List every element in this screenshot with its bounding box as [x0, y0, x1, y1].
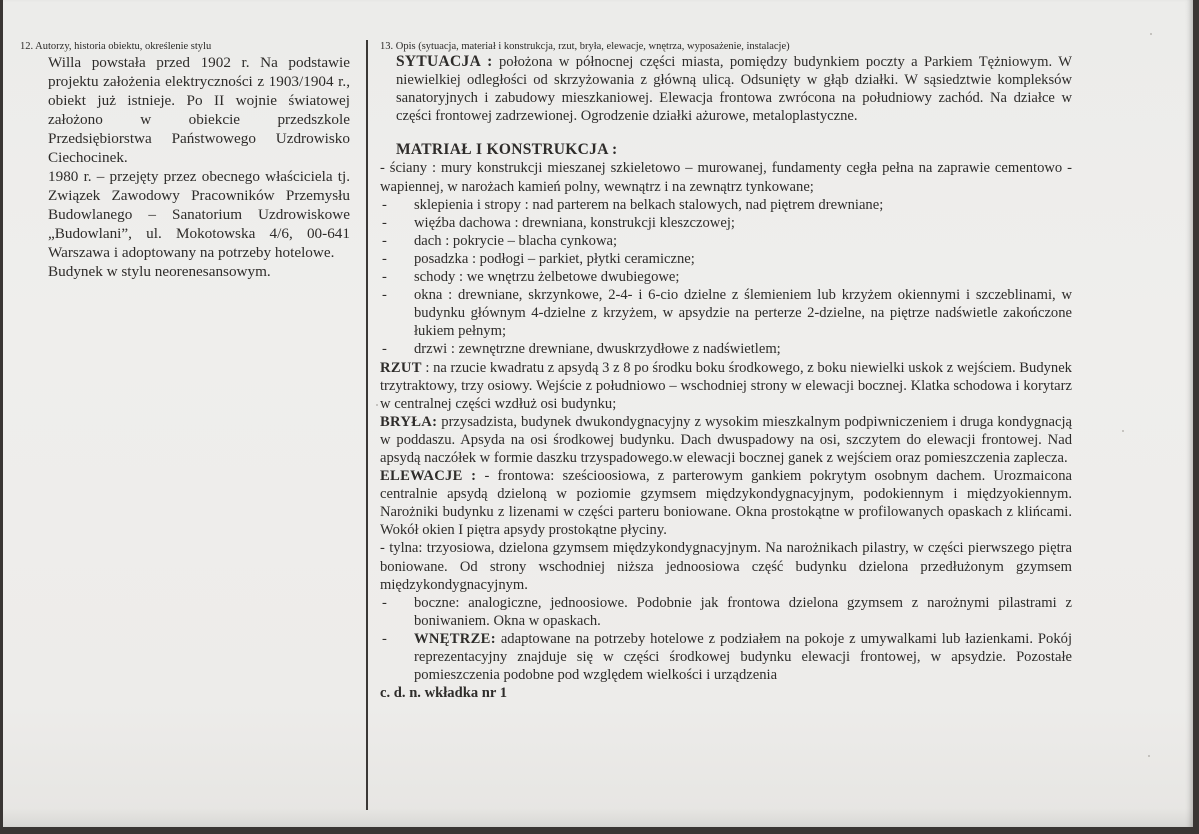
bryla-paragraph — [380, 413, 1072, 467]
material-item-text: posadzka : podłogi – parkiet, płytki ceramiczne; — [414, 250, 695, 267]
scan-speck — [1150, 33, 1152, 35]
material-item — [380, 286, 1072, 340]
dash-marker: - — [382, 196, 387, 213]
sytuacja-text: położona w północnej części miasta, pomiędzy budynkiem poczty a Parkiem Tężniowym. W niewielkiej odległości od skrzyżowania z główną ulicą. Odsunięty w głąb działki. W sąsiedztwie kompleksów sanatoryjnych i zabudowy mieszkaniowej. Elewacja frontowa zwrócona na południowy zachód. Na działce w części frontowej zadrzewionej. Ogrodzenie działki ażurowe, metaloplastyczne. — [396, 54, 1072, 125]
section-12-history — [20, 41, 350, 281]
dash-marker: - — [382, 341, 387, 358]
page-shadow — [3, 808, 1193, 827]
bryla-text: przysadzista, budynek dwukondygnacyjny z wysokim mieszkalnym podpiwniczeniem i druga kondygnacją w poddaszu. Apsyda na osi środkowej budynku. Dach dwuspadowy na osi, szczytem do elewacji frontowej. Nad apsydą naczółek w formie daszku trzyspadowego.w elewacji bocznej ganek z wejściem oraz pomieszczenia zaplecza. — [380, 413, 1072, 466]
material-item — [380, 196, 1072, 214]
material-item-text: sklepienia i stropy : nad parterem na belkach stalowych, nad piętrem drewniane; — [414, 196, 884, 213]
continuation-note: c. d. n. wkładka nr 1 — [380, 685, 508, 702]
wnetrze-item — [380, 630, 1072, 684]
dash-marker: - — [382, 594, 387, 611]
sytuacja-paragraph — [396, 53, 1072, 125]
elewacje-heading: ELEWACJE : — [380, 468, 477, 485]
material-item — [380, 250, 1072, 268]
wnetrze-text: adaptowane na potrzeby hotelowe z podziałem na pokoje z umywalkami lub łazienkami. Pokój reprezentacyjny znajduje się w części środkowej budynku elewacji frontowej, w apsydzie. Pozostałe pomieszczenia podobne pod względem wielkości i urządzenia — [414, 630, 1072, 684]
material-item — [380, 340, 1072, 358]
material-heading: MATRIAŁ I KONSTRUKCJA : — [396, 141, 618, 159]
elewacje-boczne-item — [380, 594, 1072, 630]
sytuacja-heading: SYTUACJA : — [396, 53, 493, 70]
material-walls: - ściany : mury konstrukcji mieszanej szkieletowo – murowanej, fundamenty cegła pełna na zaprawie cementowo - wapiennej, w narożach kamień polny, wewnątrz i na zewnątrz tynkowane; — [380, 160, 1072, 195]
elewacje-tylna-paragraph: - tylna: trzyosiowa, dzielona gzymsem międzykondygnacyjnym. Na narożnikach pilastry, w części pierwszego piętra boniowane. Od strony wschodniej niższa jednoosiowa część budynku dzielona przedłużonym gzymsem międzykondygnacyjnym. — [380, 540, 1072, 593]
elewacje-boczne-text: boczne: analogiczne, jednoosiowe. Podobnie jak frontowa dzielona gzymsem z narożnymi pilastrami z boniwaniem. Okna w opaskach. — [414, 594, 1072, 629]
rzut-heading: RZUT — [380, 359, 422, 376]
spacer — [380, 125, 1072, 141]
material-item — [380, 232, 1072, 250]
rzut-paragraph — [380, 359, 1072, 413]
dash-marker: - — [382, 269, 387, 286]
dash-marker: - — [382, 232, 387, 249]
history-text — [48, 53, 350, 281]
wnetrze-heading: WNĘTRZE: — [414, 630, 496, 647]
material-item-text: okna : drewniane, skrzynkowe, 2-4- i 6-cio dzielne z ślemieniem lub krzyżem okiennymi i szczeblinami, w budynku głównym 4-dzielne z krzyżem, w apsydzie na perterze 2-dzielne, na piętrze nadświetle zakończone łukiem pełnym; — [414, 287, 1072, 340]
dash-marker: - — [382, 250, 387, 267]
material-heading-line — [396, 141, 1072, 159]
dash-marker: - — [382, 214, 387, 231]
section-13-label: 13. Opis (sytuacja, materiał i konstrukcja, rzut, bryła, elewacje, wnętrza, wyposażenie, instalacje) — [380, 41, 790, 52]
section-13-description — [380, 41, 1072, 702]
scan-speck — [376, 404, 378, 406]
history-paragraph-construction: Willa powstała przed 1902 r. Na podstawie projektu założenia elektryczności z 1903/1904 r., obiekt już istnieje. Po II wojnie światowej założono w obiekcie przedszkole Przedsiębiorstwa Państwowego Uzdrowisko Ciechocinek. — [48, 54, 350, 166]
dash-marker: - — [382, 630, 387, 647]
material-item-text: drzwi : zewnętrzne drewniane, dwuskrzydłowe z nadświetlem; — [414, 341, 781, 358]
column-divider — [366, 40, 368, 810]
material-item-text: dach : pokrycie – blacha cynkowa; — [414, 232, 618, 249]
wnetrze-content — [414, 630, 1072, 684]
scan-speck — [1122, 430, 1124, 432]
section-12-label: 12. Autorzy, historia obiektu, określenie stylu — [20, 41, 212, 52]
elewacje-frontowa-text: - frontowa: sześcioosiowa, z parterowym gankiem pokrytym osobnym dachem. Urozmaicona centralnie apsydą dzieloną w poziomie gzymsem międzykondygnacyjnym, podokiennym i międzyokiennym. Narożniki budynku z lizenami w części parteru boniowane. Okna prostokątne w profilowanych opaskach z klińcami. Wokół okien I piętra apsydy prostokątne płyciny. — [380, 468, 1072, 539]
dash-marker: - — [382, 287, 387, 304]
description-text — [380, 53, 1072, 702]
material-item-text: schody : we wnętrzu żelbetowe dwubiegowe; — [414, 269, 680, 286]
material-item — [380, 268, 1072, 286]
material-item — [380, 214, 1072, 232]
rzut-text: : na rzucie kwadratu z apsydą 3 z 8 po środku boku środkowego, z boku niewielki uskok z wejściem. Budynek trzytraktowy, trzy osiowy. Wejście z południowo – wschodniej strony w elewacji bocznej. Klatka schodowa i korytarz w centralnej części wzdłuż osi budynku; — [380, 359, 1072, 412]
history-paragraph-style: Budynek w stylu neorenesansowym. — [48, 263, 271, 280]
material-item-text: więźba dachowa : drewniana, konstrukcji kleszczowej; — [414, 214, 735, 231]
bryla-heading: BRYŁA: — [380, 413, 438, 430]
elewacje-paragraph — [380, 467, 1072, 539]
history-paragraph-ownership: 1980 r. – przejęty przez obecnego właściciela tj. Związek Zawodowy Pracowników Przemysłu Budowlanego – Sanatorium Uzdrowiskowe „Budowlani”, ul. Mokotowska 4/6, 00-641 Warszawa i adoptowany na potrzeby hotelowe. — [48, 168, 350, 261]
scan-speck — [1148, 755, 1150, 757]
